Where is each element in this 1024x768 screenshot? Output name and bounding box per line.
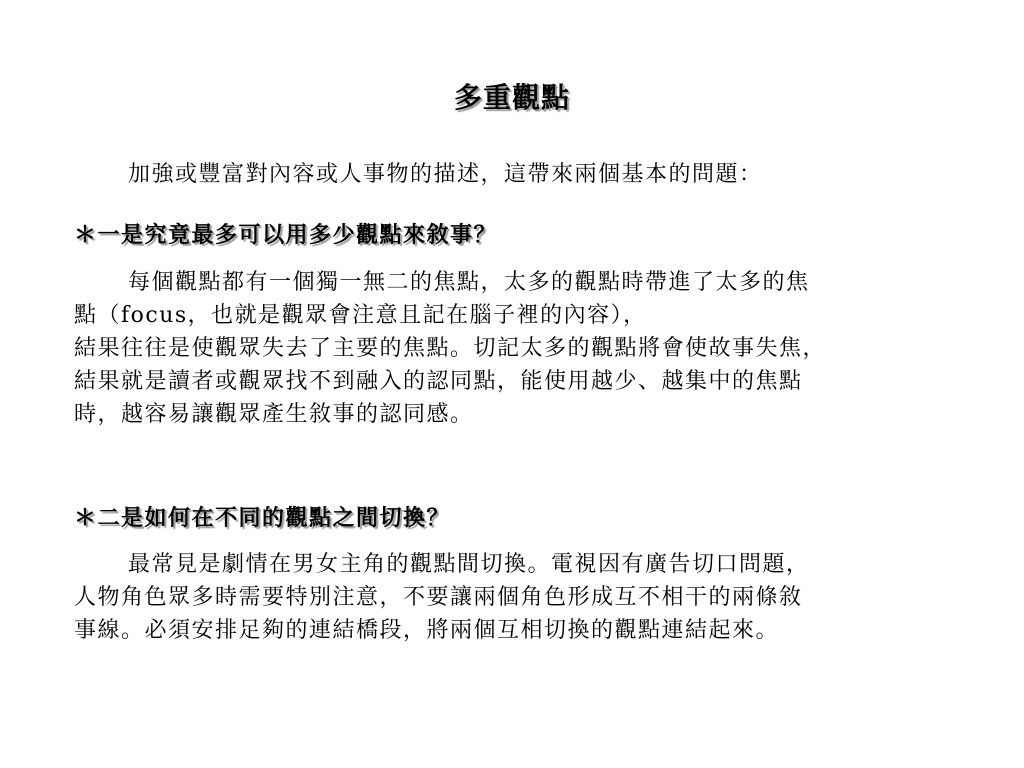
section1-line: 結果往往是使觀眾失去了主要的焦點。切記太多的觀點將會使故事失焦， — [74, 336, 827, 361]
section2-paragraph — [74, 548, 974, 647]
section2-line: 事線。必須安排足夠的連結橋段，將兩個互相切換的觀點連結起來。 — [74, 618, 780, 643]
section1-line: 時，越容易讓觀眾產生敘事的認同感。 — [74, 402, 474, 427]
section1-heading: ＊一是究竟最多可以用多少觀點來敘事？ — [74, 222, 498, 248]
section1-line: 每個觀點都有一個獨一無二的焦點，太多的觀點時帶進了太多的焦 — [128, 270, 810, 295]
section1-paragraph — [74, 266, 974, 431]
slide-title: 多重觀點 — [453, 81, 570, 114]
section1-line: 結果就是讀者或觀眾找不到融入的認同點，能使用越少、越集中的焦點 — [74, 369, 803, 394]
section1-line: 點（focus，也就是觀眾會注意且記在腦子裡的內容）， — [74, 303, 647, 328]
section2-heading: ＊二是如何在不同的觀點之間切換？ — [74, 505, 451, 531]
intro-paragraph: 加強或豐富對內容或人事物的描述，這帶來兩個基本的問題： — [128, 162, 763, 187]
section2-line: 最常見是劇情在男女主角的觀點間切換。電視因有廣告切口問題， — [128, 552, 810, 577]
section2-line: 人物角色眾多時需要特別注意，不要讓兩個角色形成互不相干的兩條敘 — [74, 585, 803, 610]
